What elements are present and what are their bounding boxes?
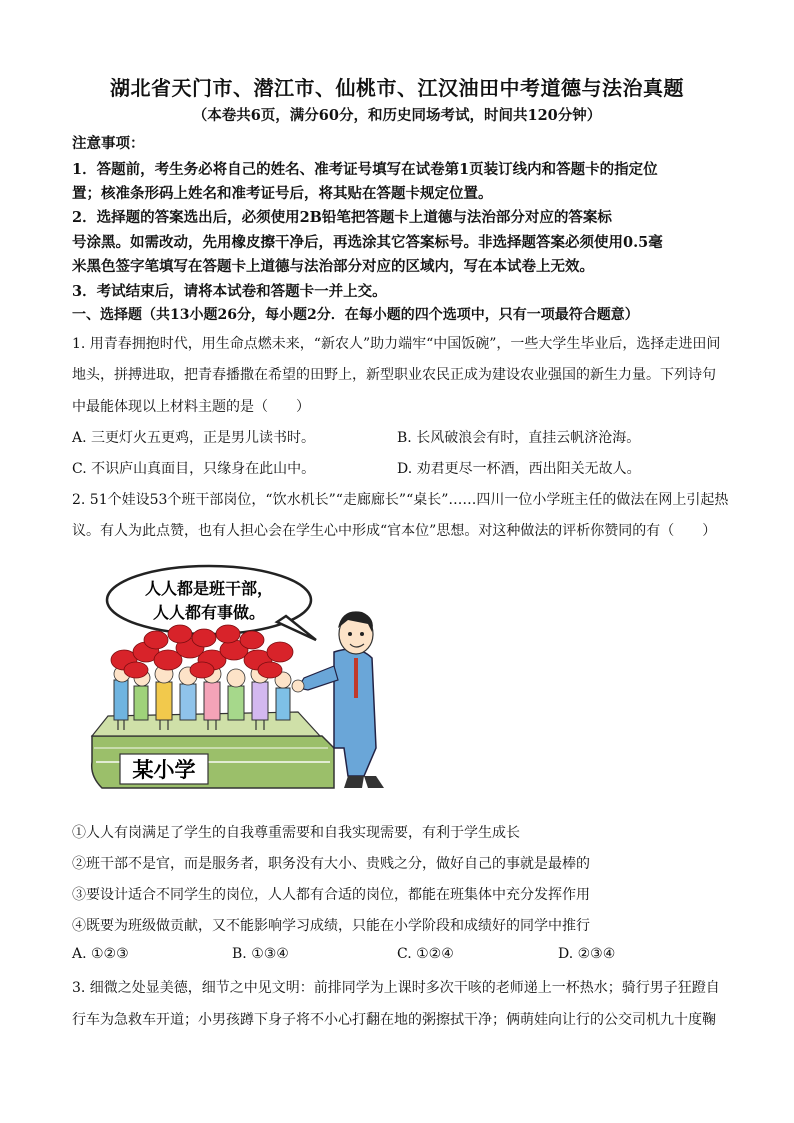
book-label: 某小学	[132, 758, 196, 782]
q2-statement: ①人人有岗满足了学生的自我尊重需要和自我实现需要，有利于学生成长	[72, 825, 520, 841]
q1-option-a[interactable]: A. 三更灯火五更鸡，正是男儿读书时。	[72, 430, 316, 446]
question-1-line: 中最能体现以上材料主题的是（ ）	[72, 399, 310, 415]
q2-statement: ③要设计适合不同学生的岗位，人人都有合适的岗位，都能在班集体中充分发挥作用	[72, 887, 590, 903]
question-1-line: 1. 用青春拥抱时代，用生命点燃未来，“新农人”助力端牢“中国饭碗”，一些大学生毕业后，选择走进田间	[72, 336, 721, 352]
q1-option-d[interactable]: D. 劝君更尽一杯酒，西出阳关无故人。	[397, 461, 641, 477]
question-3-line: 3. 细微之处显美德，细节之中见文明：前排同学为上课时多次干咳的老师递上一杯热水；骑行男子狂蹬自	[72, 980, 720, 996]
q2-statement: ④既要为班级做贡献，又不能影响学习成绩，只能在小学阶段和成绩好的同学中推行	[72, 918, 590, 934]
q2-option-a[interactable]: A. ①②③	[72, 946, 129, 962]
notice-line: 米黑色签字笔填写在答题卡上道德与法治部分对应的区域内，写在本试卷上无效。	[72, 258, 594, 275]
notice-line: 2．选择题的答案选出后，必须使用2B铅笔把答题卡上道德与法治部分对应的答案标	[72, 209, 612, 226]
q1-option-c[interactable]: C. 不识庐山真面目，只缘身在此山中。	[72, 461, 316, 477]
q2-option-c[interactable]: C. ①②④	[397, 946, 454, 962]
cartoon-svg	[72, 548, 406, 800]
notice-heading: 注意事项：	[72, 135, 145, 152]
question-2-line: 议。有人为此点赞，也有人担心会在学生心中形成“官本位”思想。对这种做法的评析你赞同的有（ ）	[72, 523, 717, 539]
q1-option-b[interactable]: B. 长风破浪会有时，直挂云帆济沧海。	[397, 430, 641, 446]
bubble-line-1: 人人都是班干部，	[144, 579, 274, 598]
question-1-line: 地头，拼搏进取，把青春播撒在希望的田野上，新型职业农民正成为建设农业强国的新生力量。下列诗句	[72, 367, 716, 383]
q2-statement: ②班干部不是官，而是服务者，职务没有大小、贵贱之分，做好自己的事就是最棒的	[72, 856, 590, 872]
q2-option-b[interactable]: B. ①③④	[232, 946, 289, 962]
page-title: 湖北省天门市、潜江市、仙桃市、江汉油田中考道德与法治真题	[110, 76, 684, 100]
notice-line: 3．考试结束后，请将本试卷和答题卡一并上交。	[72, 283, 387, 300]
q2-option-d[interactable]: D. ②③④	[558, 946, 616, 962]
red-hats	[111, 625, 293, 678]
notice-line: 号涂黑。如需改动，先用橡皮擦干净后，再选涂其它答案标号。非选择题答案必须使用0.5毫	[72, 234, 663, 251]
cartoon-illustration	[72, 548, 406, 800]
section-heading: 一、选择题（共13小题26分，每小题2分．在每小题的四个选项中，只有一项最符合题意）	[72, 307, 639, 323]
question-3-line: 行车为急救车开道；小男孩蹲下身子将不小心打翻在地的粥擦拭干净；俩萌娃向让行的公交司机九十度鞠	[72, 1012, 716, 1028]
bubble-line-2: 人人都有事做。	[152, 603, 266, 622]
notice-line: 1．答题前，考生务必将自己的姓名、准考证号填写在试卷第1页装订线内和答题卡的指定位	[72, 161, 658, 178]
question-2-line: 2. 51个娃设53个班干部岗位，“饮水机长”“走廊廊长”“桌长”……四川一位小学班主任的做法在网上引起热	[72, 492, 729, 508]
notice-line: 置；核准条形码上姓名和准考证号后，将其贴在答题卡规定位置。	[72, 185, 493, 202]
page-subtitle: （本卷共6页，满分60分，和历史同场考试，时间共120分钟）	[192, 107, 602, 124]
speech-bubble-tail	[277, 616, 316, 640]
